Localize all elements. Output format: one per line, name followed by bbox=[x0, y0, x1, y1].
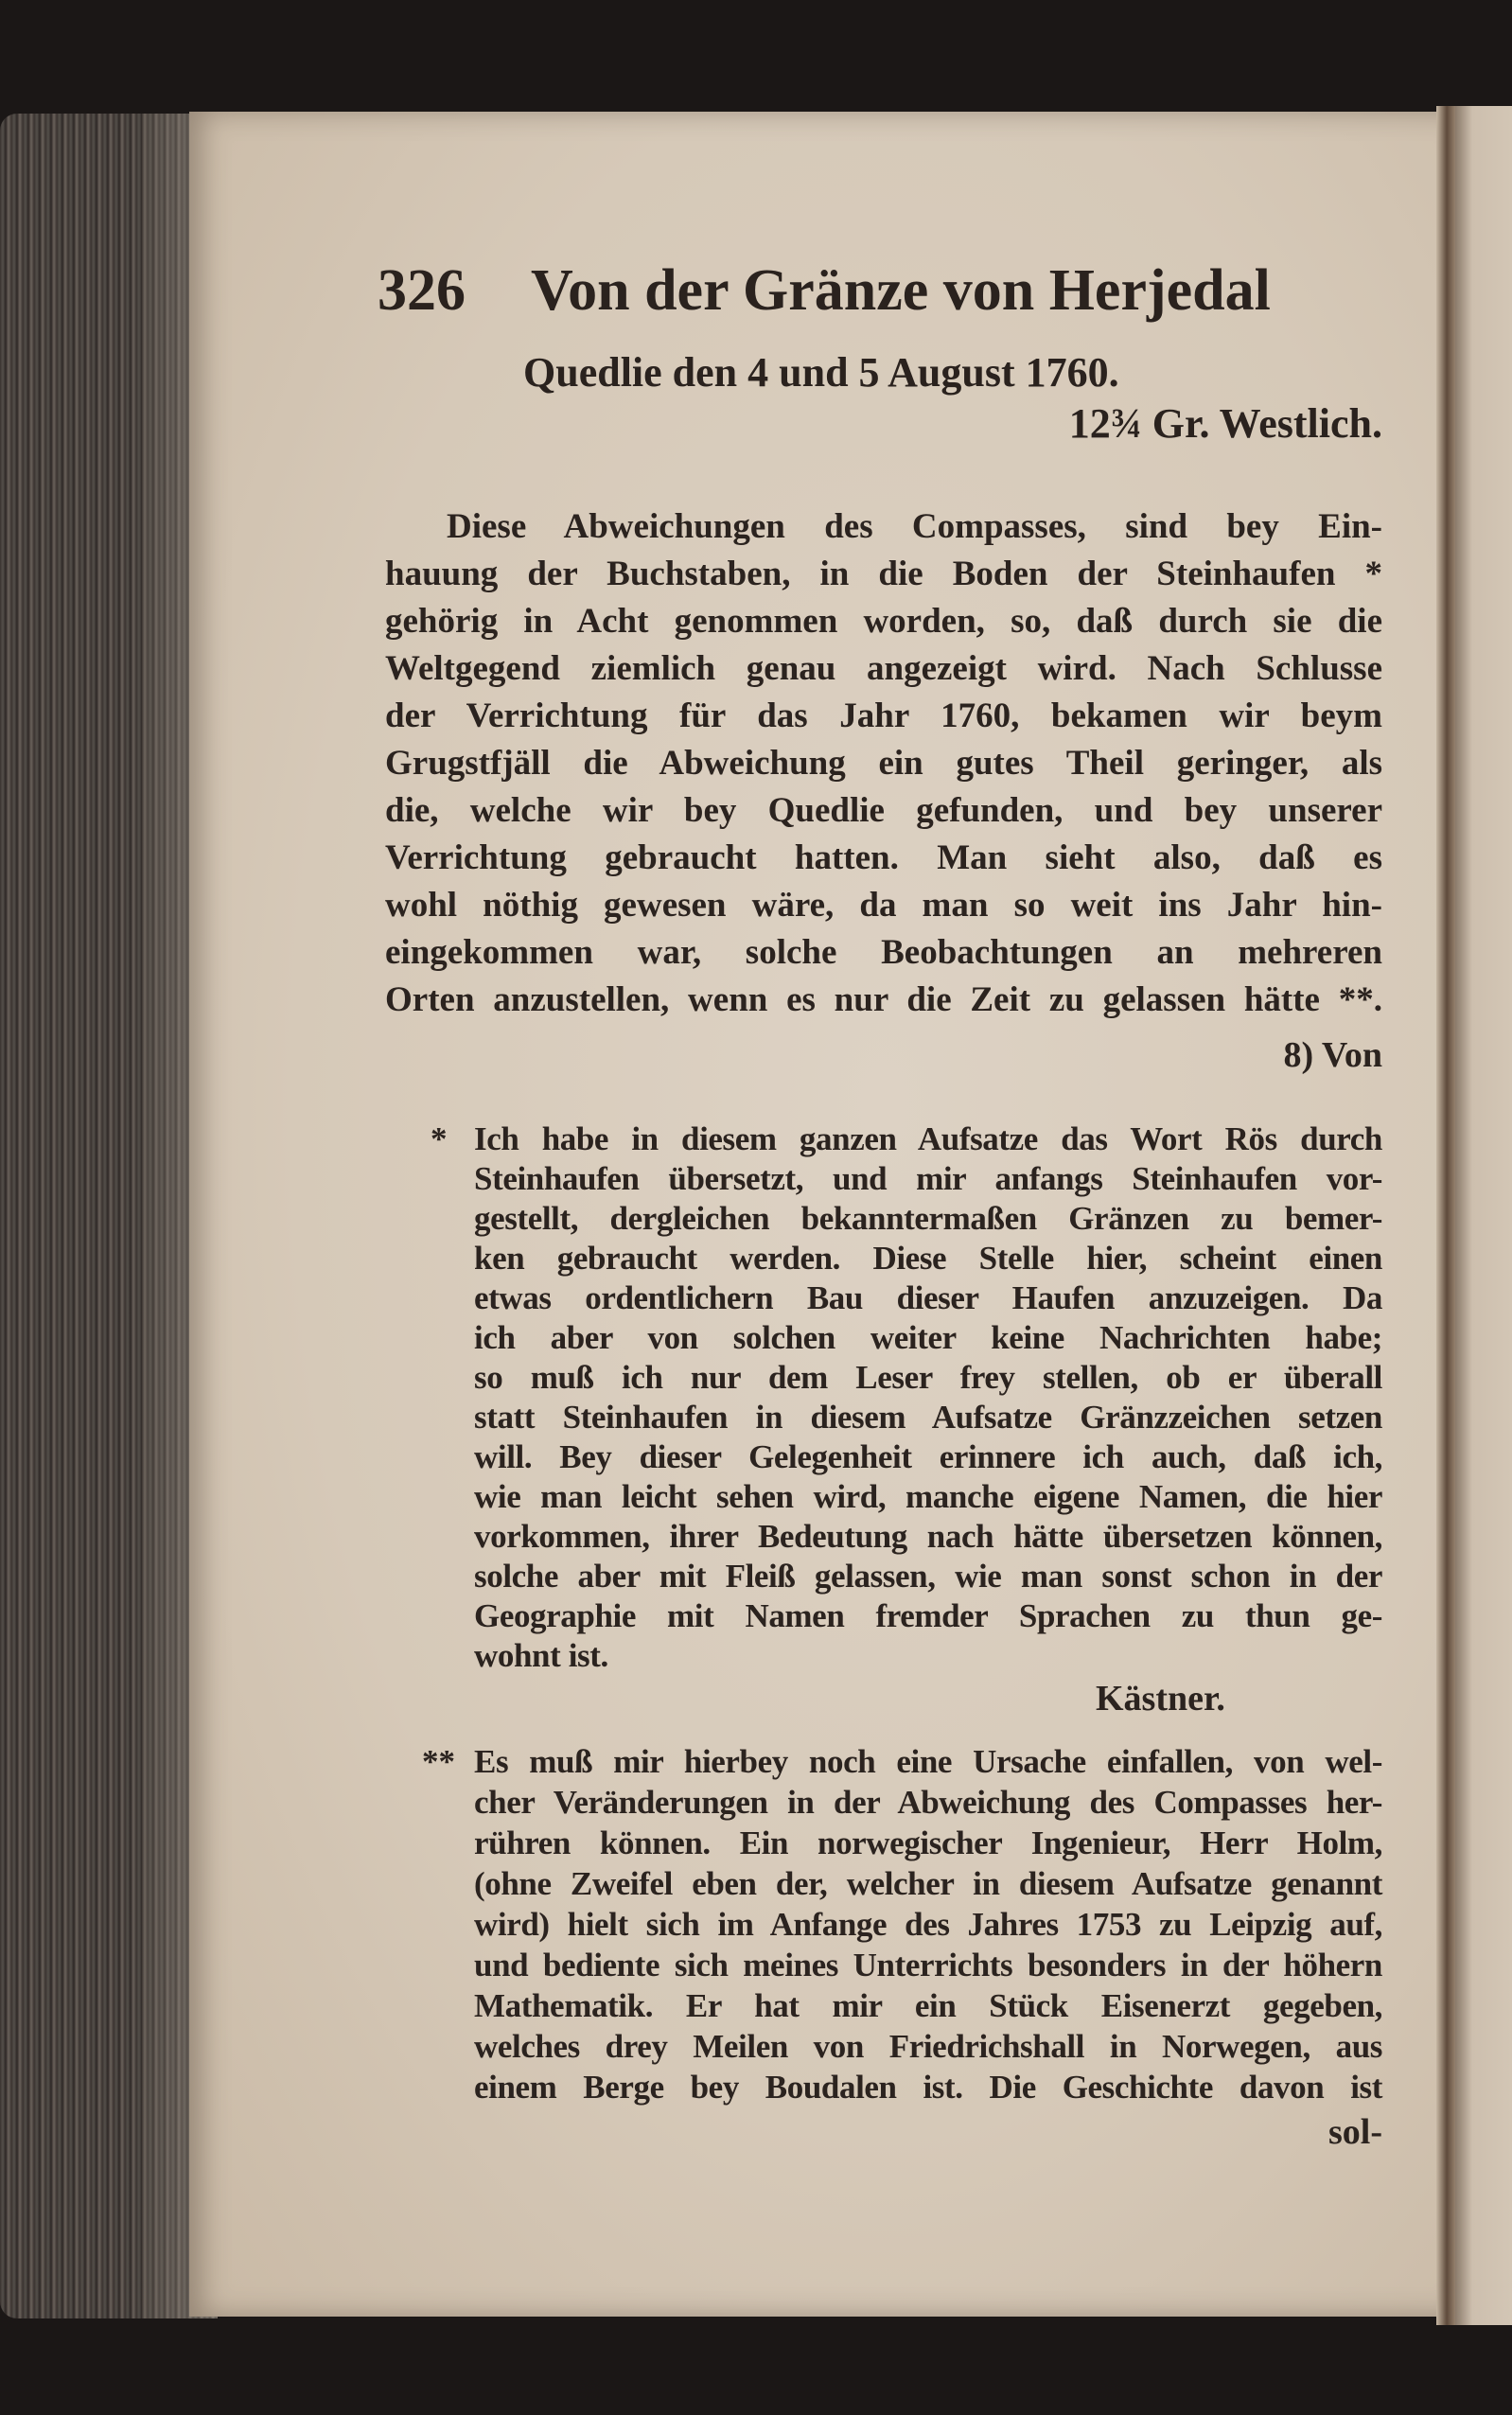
footnote-line: gestellt, dergleichen bekanntermaßen Gränzen zu bemer- bbox=[474, 1200, 1382, 1237]
body-line: der Verrichtung für das Jahr 1760, bekamen wir beym bbox=[385, 696, 1382, 735]
page-number: 326 bbox=[378, 258, 466, 323]
footnote-line: Geographie mit Namen fremder Sprachen zu thun ge- bbox=[474, 1597, 1382, 1634]
footnote-line: Es muß mir hierbey noch eine Ursache einfallen, von wel- bbox=[474, 1743, 1382, 1780]
date-line: Quedlie den 4 und 5 August 1760. bbox=[523, 349, 1119, 396]
footnote-line: statt Steinhaufen in diesem Aufsatze Gränzzeichen setzen bbox=[474, 1399, 1382, 1436]
catchword: 8) Von bbox=[1283, 1035, 1382, 1075]
body-line: Grugstfjäll die Abweichung ein gutes Theil geringer, als bbox=[385, 744, 1382, 783]
footnote-line: Ich habe in diesem ganzen Aufsatze das Wort Rös durch bbox=[474, 1120, 1382, 1157]
body-line: Verrichtung gebraucht hatten. Man sieht also, daß es bbox=[385, 838, 1382, 877]
body-line: eingekommen war, solche Beobachtungen an mehreren bbox=[385, 933, 1382, 972]
footnote-line: etwas ordentlichern Bau dieser Haufen anzuzeigen. Da bbox=[474, 1279, 1382, 1316]
body-line: gehörig in Acht genommen worden, so, daß durch sie die bbox=[385, 602, 1382, 641]
body-line: Orten anzustellen, wenn es nur die Zeit zu gelassen hätte **. bbox=[385, 980, 1382, 1019]
book-gutter bbox=[1436, 106, 1457, 2325]
footnote-line: welches drey Meilen von Friedrichshall in Norwegen, aus bbox=[474, 2028, 1382, 2065]
footnote-line: cher Veränderungen in der Abweichung des Compasses her- bbox=[474, 1784, 1382, 1821]
footnote-line: vorkommen, ihrer Bedeutung nach hätte übersetzen können, bbox=[474, 1518, 1382, 1555]
footnote-line: solche aber mit Fleiß gelassen, wie man sonst schon in der bbox=[474, 1558, 1382, 1595]
facing-page-edge bbox=[1455, 106, 1512, 2325]
footnote-catchword: sol- bbox=[1328, 2112, 1382, 2152]
footnote-marker: * bbox=[431, 1120, 448, 1157]
footnote-line: einem Berge bey Boudalen ist. Die Geschichte davon ist bbox=[474, 2069, 1382, 2106]
body-line: Diese Abweichungen des Compasses, sind bey Ein- bbox=[447, 507, 1382, 546]
footnote-line: will. Bey dieser Gelegenheit erinnere ich auch, daß ich, bbox=[474, 1438, 1382, 1475]
declination-value: 12¾ Gr. Westlich. bbox=[1068, 400, 1382, 447]
body-line: hauung der Buchstaben, in die Boden der Steinhaufen * bbox=[385, 555, 1382, 593]
body-line: wohl nöthig gewesen wäre, da man so weit ins Jahr hin- bbox=[385, 886, 1382, 925]
footnote-line: ich aber von solchen weiter keine Nachrichten habe; bbox=[474, 1319, 1382, 1356]
footnote-line: Steinhaufen übersetzt, und mir anfangs Steinhaufen vor- bbox=[474, 1160, 1382, 1197]
footnote-line: wird) hielt sich im Anfange des Jahres 1753 zu Leipzig auf, bbox=[474, 1906, 1382, 1943]
footnote-line: Mathematik. Er hat mir ein Stück Eisenerzt gegeben, bbox=[474, 1987, 1382, 2024]
footnote-line: so muß ich nur dem Leser frey stellen, ob er überall bbox=[474, 1359, 1382, 1396]
footnote-line: wie man leicht sehen wird, manche eigene Namen, die hier bbox=[474, 1478, 1382, 1515]
running-title: Von der Gränze von Herjedal bbox=[531, 258, 1271, 323]
footnote-line: (ohne Zweifel eben der, welcher in diesem Aufsatze genannt bbox=[474, 1865, 1382, 1902]
body-line: Weltgegend ziemlich genau angezeigt wird. Nach Schlusse bbox=[385, 649, 1382, 688]
footnote-line: wohnt ist. bbox=[474, 1637, 608, 1674]
footnote-marker: ** bbox=[422, 1743, 455, 1780]
body-line: die, welche wir bey Quedlie gefunden, und bey unserer bbox=[385, 791, 1382, 830]
footnote-line: ken gebraucht werden. Diese Stelle hier, scheint einen bbox=[474, 1240, 1382, 1277]
footnote-line: rühren können. Ein norwegischer Ingenieur, Herr Holm, bbox=[474, 1824, 1382, 1861]
footnote-line: und bediente sich meines Unterrichts besonders in der höhern bbox=[474, 1947, 1382, 1983]
footnote-signature: Kästner. bbox=[1096, 1679, 1225, 1719]
